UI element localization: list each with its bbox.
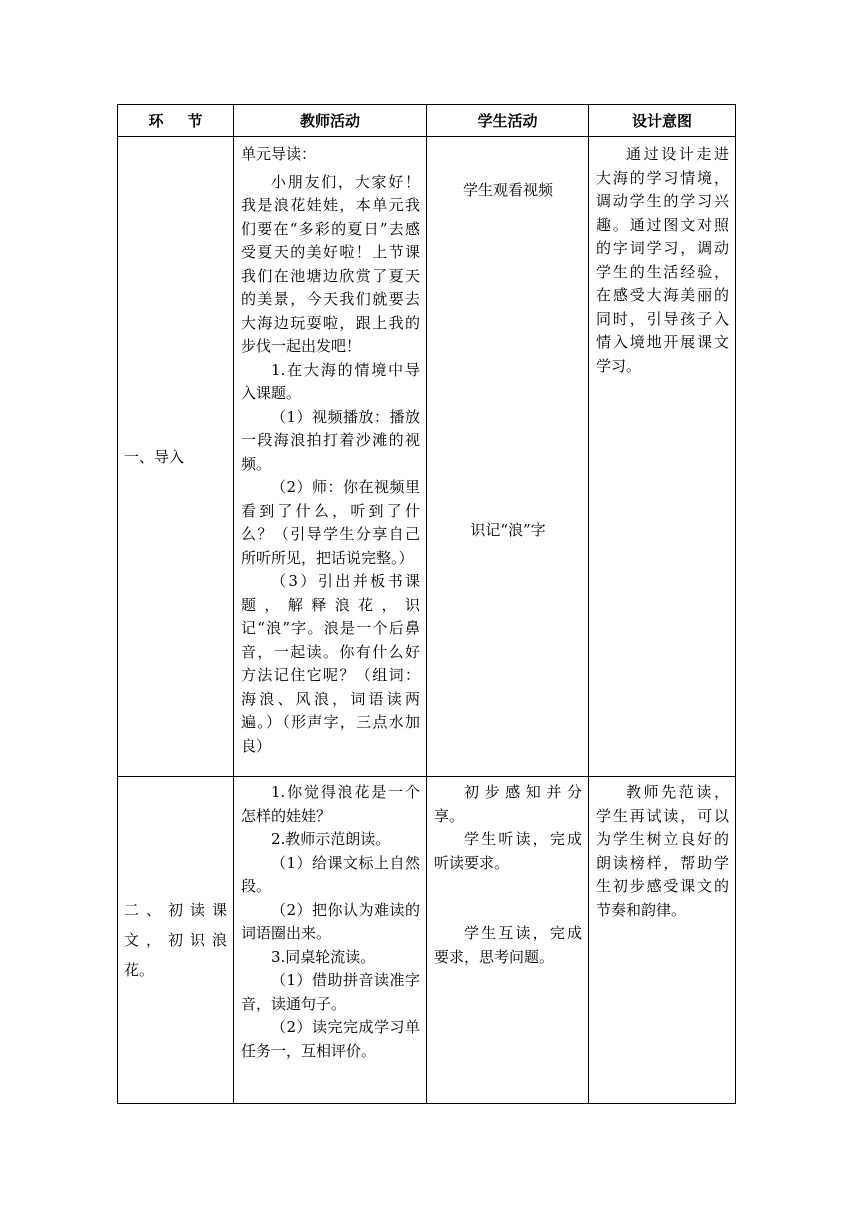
table-header-row	[118, 105, 736, 137]
teacher-text: （2）把你认为难读的词语圈出来。	[241, 900, 420, 942]
teacher-text: （2）读完完成学习单任务一，互相评价。	[241, 1018, 420, 1060]
design-text: 教师先范读，学生再试读，可以为学生树立良好的朗读榜样，帮助学生初步感受课文的节奏和韵律。	[596, 783, 729, 919]
student-text: 学生听读，完成听读要求。	[434, 830, 582, 872]
header-student-activity: 学生活动	[427, 105, 589, 137]
teacher-activity-cell	[234, 137, 427, 777]
header-stage: 环节	[118, 105, 234, 137]
teacher-text: 2.教师示范朗读。	[271, 830, 391, 848]
teacher-text: 单元导读：	[241, 145, 317, 163]
student-activity-cell	[427, 777, 589, 1104]
teacher-text: （1）给课文标上自然段。	[241, 853, 420, 895]
student-activity-cell	[427, 137, 589, 777]
student-text: 学生观看视频	[462, 181, 553, 199]
teacher-text: 1.在大海的情境中导入课题。	[241, 360, 420, 402]
student-text: 初步感知并分享。	[434, 783, 582, 825]
stage-label-line: 花。	[124, 961, 155, 979]
table-row	[118, 777, 736, 1104]
design-intent-cell	[589, 137, 736, 777]
teacher-text: 1.你觉得浪花是一个怎样的娃娃？	[241, 783, 420, 825]
stage-label-line: 二、初读课	[124, 901, 227, 919]
teacher-text: 3.同桌轮流读。	[271, 947, 376, 966]
design-intent-cell	[589, 777, 736, 1104]
stage-label-line: 文，初识浪	[124, 931, 227, 949]
stage-label: 一、导入	[124, 447, 185, 466]
student-text: 学生互读，完成要求，思考问题。	[434, 924, 582, 966]
header-teacher-activity: 教师活动	[234, 105, 427, 137]
design-text: 通过设计走进大海的学习情境，调动学生的学习兴趣。通过图文对照的字词学习，调动学生的生活经验，在感受大海美丽的同时，引导孩子入情入境地开展课文学习。	[596, 145, 729, 375]
teacher-text: （3）引出并板书课题，解释浪花，识记“浪”字。浪是一个后鼻音，一起读。你有什么好方法记住它呢？（组词：海浪、风浪，词语读两遍。）（形声字，三点水加良）	[241, 572, 420, 755]
teacher-text: 小朋友们，大家好！我是浪花娃娃，本单元我们要在“多彩的夏日”去感受夏天的美好啦！上节课我们在池塘边欣赏了夏天的美景，今天我们就要去大海边玩耍啦，跟上我的步伐一起出发吧！	[241, 172, 420, 355]
student-text: 识记“浪”字	[470, 520, 546, 539]
teacher-text: （1）借助拼音读准字音，读通句子。	[241, 971, 420, 1013]
teacher-text: （2）师：你在视频里看到了什么，听到了什么？（引导学生分享自己所听所见，把话说完整。）	[241, 478, 420, 567]
teacher-text: （1）视频播放：播放一段海浪拍打着沙滩的视频。	[241, 407, 420, 473]
table-row	[118, 137, 736, 777]
header-design-intent: 设计意图	[589, 105, 736, 137]
lesson-plan-table	[117, 104, 736, 1104]
teacher-activity-cell	[234, 777, 427, 1104]
stage-cell	[118, 777, 234, 1104]
stage-cell	[118, 137, 234, 777]
